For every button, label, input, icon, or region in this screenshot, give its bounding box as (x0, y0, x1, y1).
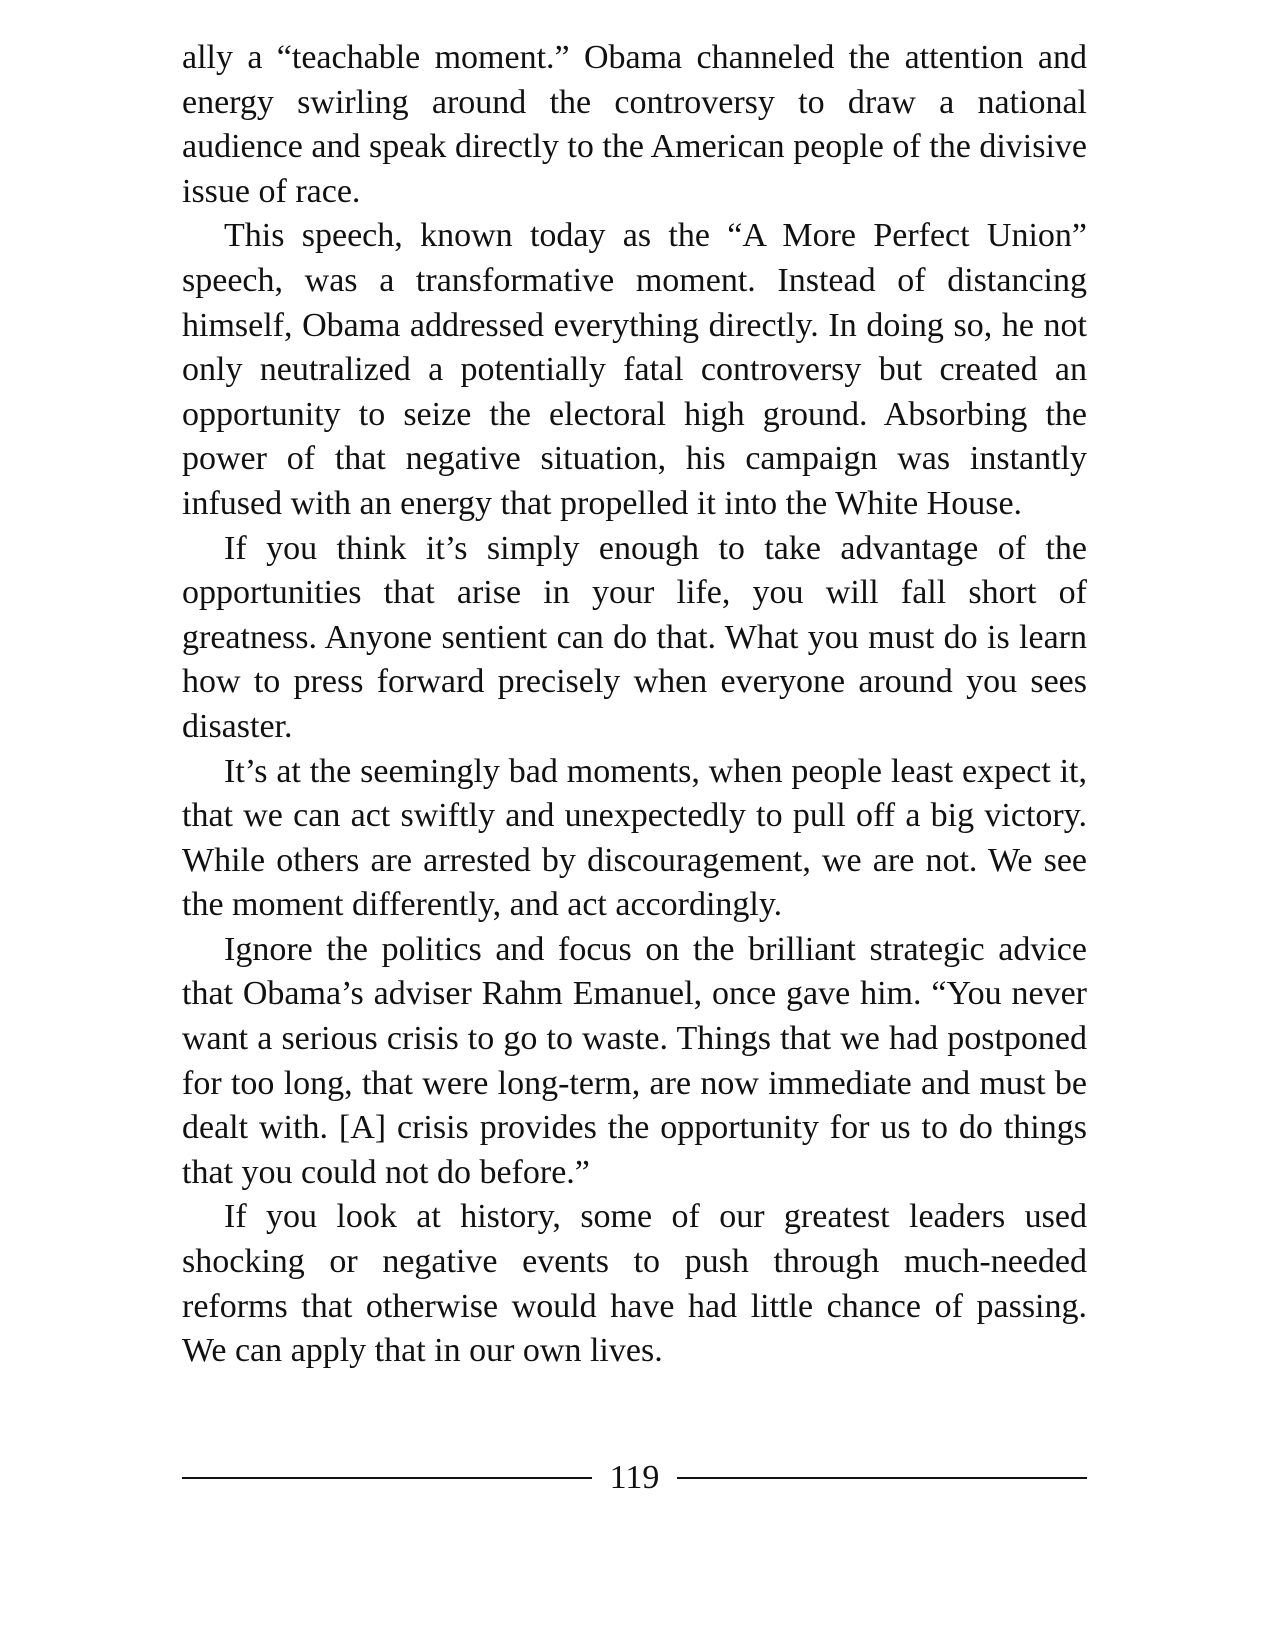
footer-rule-left (182, 1477, 592, 1479)
paragraph-6: If you look at history, some of our greatest leaders used shocking or negative events to push through much-needed reforms that otherwise would have had little chance of passing. We can apply that in our own lives. (182, 1198, 1087, 1370)
body-text (182, 36, 1087, 1374)
paragraph-4: It’s at the seemingly bad moments, when people least expect it, that we can act swiftly and unexpectedly to pull off a big victory. While others are arrested by discouragement, we are not. We see the moment differently, and act accordingly. (182, 752, 1087, 924)
paragraph-1: ally a “teachable moment.” Obama channeled the attention and energy swirling around the controversy to draw a national audience and speak directly to the American people of the divisive issue of race. (182, 39, 1087, 210)
page-number: 119 (609, 1459, 660, 1496)
paragraph-2: This speech, known today as the “A More Perfect Union” speech, was a transformative moment. Instead of distancing himself, Obama addressed everything directly. In doing so, he not only neutralized a potentially fatal controversy but created an opportunity to seize the electoral high ground. Absorbing the power of that negative situation, his campaign was instantly infused with an energy that propelled it into the White House. (182, 217, 1087, 522)
paragraph-5: Ignore the politics and focus on the brilliant strategic advice that Obama’s adviser Rahm Emanuel, once gave him. “You never want a serious crisis to go to waste. Things that we had postponed for too long, that were long-term, are now immediate and must be dealt with. [A] crisis provides the opportunity for us to do things that you could not do before.” (182, 930, 1087, 1191)
paragraph-3: If you think it’s simply enough to take advantage of the opportunities that arise in your life, you will fall short of greatness. Anyone sentient can do that. What you must do is learn how to press forward precisely when everyone around you sees disaster. (182, 529, 1087, 745)
page-footer (182, 1458, 1087, 1498)
footer-rule-right (677, 1477, 1087, 1479)
